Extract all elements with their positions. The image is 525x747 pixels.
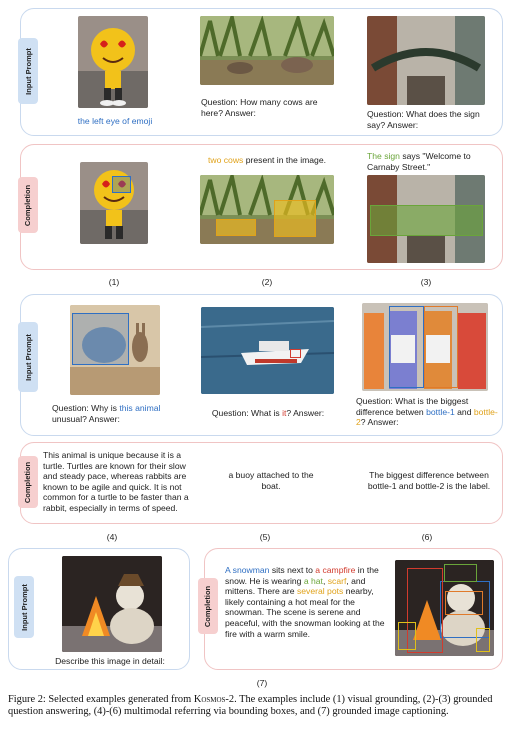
input-prompt-tab-2: Input Prompt bbox=[18, 322, 38, 392]
bbox-cow-1 bbox=[216, 219, 256, 236]
figure-caption: Figure 2: Selected examples generated from Kosmos-2. The examples include (1) visual grounding, (2)-(3) grounded question answering, (4)-(6) multimodal referring via bounding boxes, and (7) grounded image captioning. bbox=[8, 694, 493, 717]
example-label-2: (2) bbox=[261, 277, 273, 287]
completion-tab-2: Completion bbox=[18, 456, 38, 508]
completion-tab-3: Completion bbox=[198, 578, 218, 634]
prompt-text-4: Question: Why is this animal unusual? Answer: bbox=[52, 403, 161, 424]
completion-tab-1: Completion bbox=[18, 177, 38, 233]
bbox-it bbox=[290, 349, 301, 358]
bbox-this-animal bbox=[72, 313, 129, 365]
prompt-text-1: the left eye of emoji bbox=[77, 116, 153, 126]
answer-text-4: This animal is unique because it is a turtle. Turtles are known for their slow and steady pace, whereas rabbits are known to be agile and quick. It is not common for a turtle to be faster than a rabbit, especially in terms of speed. bbox=[43, 450, 189, 513]
answer-text-5: a buoy attached to the boat. bbox=[228, 470, 314, 491]
example-label-1: (1) bbox=[108, 277, 120, 287]
prompt-text-3: Question: What does the sign say? Answer: bbox=[367, 109, 480, 130]
answer-text-6: The biggest difference between bottle-1 and bottle-2 is the label. bbox=[367, 470, 491, 491]
bbox-bottle-2 bbox=[424, 306, 458, 388]
boat-image bbox=[201, 307, 334, 394]
cows-image bbox=[200, 16, 334, 85]
prompt-text-7: Describe this image in detail: bbox=[55, 656, 165, 666]
input-prompt-tab-1: Input Prompt bbox=[18, 38, 38, 104]
sign-image bbox=[367, 16, 485, 105]
bbox-pot-2 bbox=[476, 628, 490, 652]
bbox-bottle-1 bbox=[389, 306, 424, 388]
bbox-hat bbox=[444, 564, 477, 582]
bbox-cow-2 bbox=[274, 200, 316, 237]
example-label-3: (3) bbox=[420, 277, 432, 287]
prompt-text-2: Question: How many cows are here? Answer: bbox=[201, 97, 318, 118]
prompt-text-6: Question: What is the biggest difference betwen bottle-1 and bottle-2? Answer: bbox=[356, 396, 498, 428]
example-label-5: (5) bbox=[259, 532, 271, 542]
input-prompt-tab-3: Input Prompt bbox=[14, 576, 34, 638]
prompt-text-5: Question: What is it? Answer: bbox=[211, 408, 325, 418]
example-label-7: (7) bbox=[256, 678, 268, 688]
bbox-scarf bbox=[445, 591, 483, 615]
emoji-image-grounded bbox=[80, 162, 148, 244]
example-label-4: (4) bbox=[106, 532, 118, 542]
completion-text-3: The sign says "Welcome to Carnaby Street." bbox=[367, 151, 471, 172]
bbox-sign bbox=[370, 205, 483, 236]
emoji-image bbox=[78, 16, 148, 108]
example-label-6: (6) bbox=[421, 532, 433, 542]
bbox-pot-1 bbox=[398, 622, 416, 650]
bbox-left-eye bbox=[112, 176, 131, 193]
answer-text-7: A snowman sits next to a campfire in the snow. He is wearing a hat, scarf, and mittens. There are several pots nearby, likely containing a hot meal for the snowman. The scene is serene and peaceful, with the snowman looking at the fire with a warm smile. bbox=[225, 565, 385, 639]
snowman-image bbox=[62, 556, 162, 652]
completion-text-2: two cows present in the image. bbox=[208, 155, 326, 165]
